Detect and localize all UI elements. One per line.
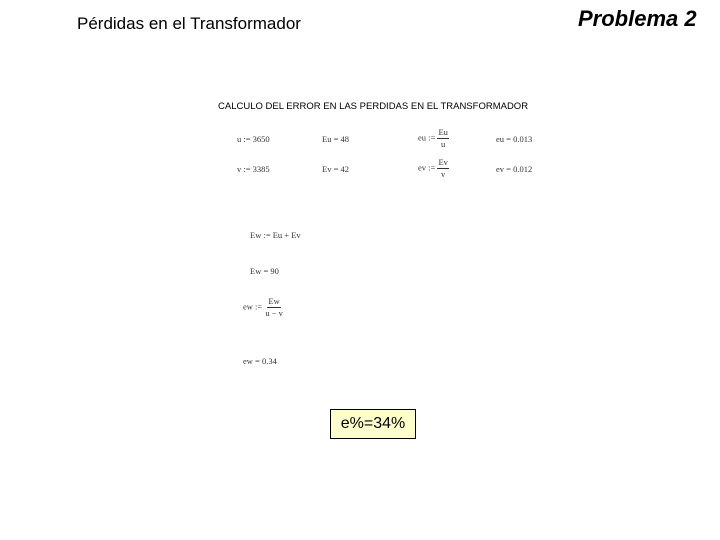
u-definition: u := 3650 (237, 134, 270, 144)
ev-result: ev = 0.012 (496, 164, 533, 174)
problem-title: Problema 2 (578, 6, 697, 31)
ev-relative-formula (418, 157, 449, 180)
ew-relative-formula (243, 296, 284, 319)
ev-error-value: Ev = 42 (322, 164, 349, 174)
ev-formula-lhs: ev := (418, 162, 436, 173)
ew-fraction-denominator: u − v (265, 308, 283, 318)
ev-fraction-numerator: Ev (438, 157, 448, 167)
v-definition: v := 3385 (237, 164, 270, 174)
eu-fraction (437, 127, 448, 150)
ev-fraction (437, 157, 448, 180)
eu-error-value: Eu = 48 (322, 134, 349, 144)
ew-result: ew = 0.34 (243, 356, 277, 366)
eu-fraction-denominator: u (441, 139, 446, 149)
ew-fraction (264, 296, 284, 319)
ew-fraction-numerator: Ew (268, 296, 280, 306)
slide-title: Pérdidas en el Transformador (77, 14, 301, 33)
ew-formula-lhs: ew := (243, 301, 263, 312)
eu-formula-lhs: eu := (418, 132, 436, 143)
calculation-heading: CALCULO DEL ERROR EN LAS PERDIDAS EN EL TRANSFORMADOR (218, 101, 529, 112)
eu-fraction-numerator: Eu (438, 127, 448, 137)
percent-error-result-box: e%=34% (330, 409, 416, 439)
eu-relative-formula (418, 127, 449, 150)
ev-fraction-denominator: v (441, 169, 446, 179)
ew-definition: Ew := Eu + Ev (250, 230, 301, 240)
eu-result: eu = 0.013 (496, 134, 533, 144)
ew-value: Ew = 90 (250, 266, 279, 276)
